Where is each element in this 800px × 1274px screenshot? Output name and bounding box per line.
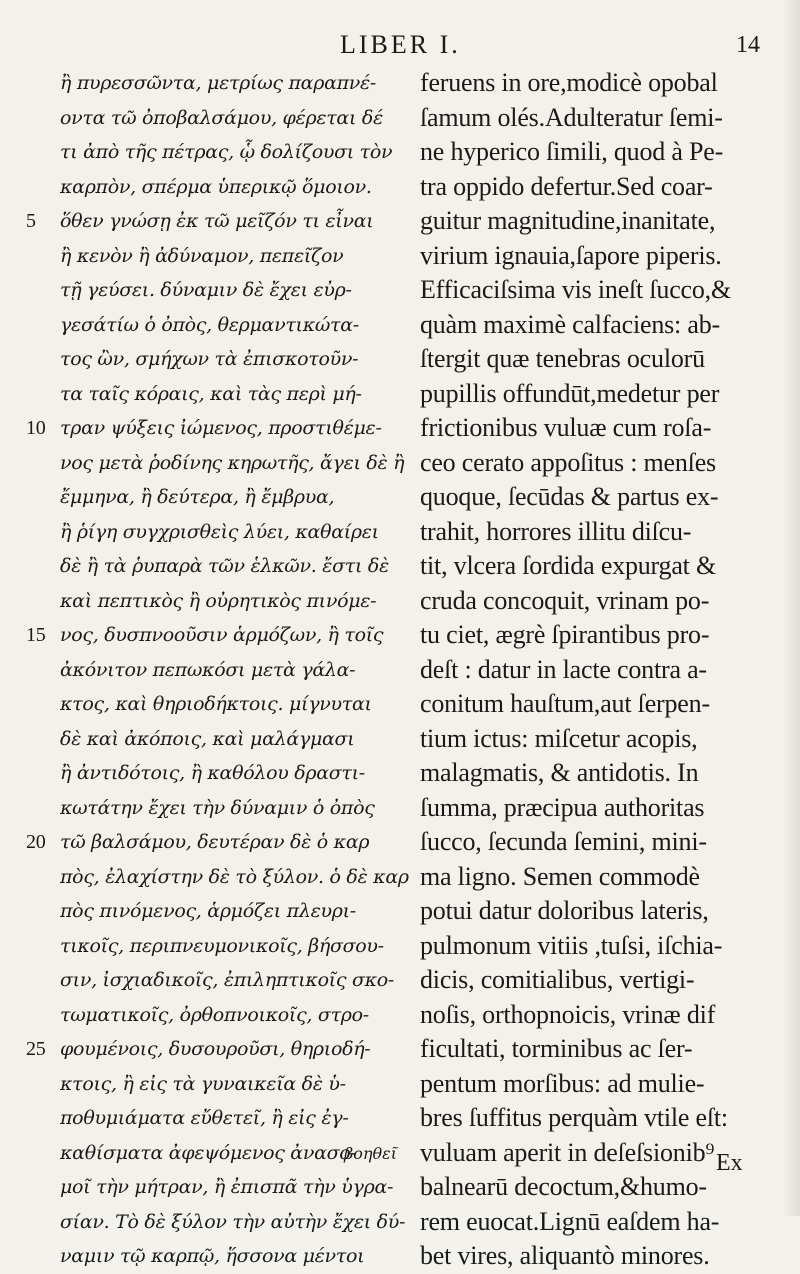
greek-line-text: σιν, ἰσχιαδικοῖς, ἐπιληπτικοῖς σκο- bbox=[60, 969, 395, 991]
greek-line-text: πὸς, ἐλαχίστην δὲ τὸ ξύλον. ὁ δὲ καρ bbox=[60, 865, 409, 888]
greek-line-text: τικοῖς, περιπνευμονικοῖς, βήσσου- bbox=[60, 934, 384, 957]
greek-text-line bbox=[60, 239, 410, 274]
greek-text-line bbox=[60, 515, 410, 550]
greek-text-line bbox=[60, 756, 410, 791]
latin-text-line: ſamum olés.Adulteratur ſemi- bbox=[420, 102, 723, 132]
greek-text-line bbox=[60, 342, 410, 377]
line-number: 15 bbox=[26, 624, 46, 646]
greek-text-line bbox=[60, 963, 410, 998]
greek-line-text: δὲ καὶ ἀκόποις, καὶ μαλάγμασι bbox=[60, 727, 355, 750]
greek-catchword: βοηθεῖ bbox=[344, 1144, 397, 1163]
greek-text-line bbox=[60, 273, 410, 308]
latin-text-line: deſt : datur in lacte contra a- bbox=[420, 654, 707, 684]
latin-text-line: noſis, orthopnoicis, vrinæ dif bbox=[420, 999, 716, 1029]
line-number: 10 bbox=[26, 417, 46, 439]
greek-text-line bbox=[60, 101, 410, 136]
greek-line-text: τραν ψύξεις ἰώμενος, προστιθέμε- bbox=[60, 417, 382, 439]
greek-line-text: κωτάτην ἔχει τὴν δύναμιν ὁ ὀπὸς bbox=[60, 796, 375, 819]
greek-text-line bbox=[60, 998, 410, 1033]
latin-text-line: ceo cerato appoſitus : menſes bbox=[420, 447, 716, 477]
greek-text-line bbox=[26, 411, 410, 446]
latin-text-line: bet vires, aliquantò minores. bbox=[420, 1241, 710, 1270]
page-header bbox=[0, 26, 800, 66]
greek-text-line bbox=[60, 791, 410, 826]
greek-line-text: καὶ πεπτικὸς ἢ οὐρητικὸς πινόμε- bbox=[60, 589, 377, 612]
greek-text-line bbox=[60, 722, 410, 757]
page-edge-shadow bbox=[782, 0, 800, 1216]
latin-text-line: conitum hauſtum,aut ſerpen- bbox=[420, 689, 710, 718]
greek-line-text: μοῖ τὴν μήτραν, ἢ ἐπισπᾶ τὴν ὑγρα- bbox=[60, 1176, 394, 1198]
greek-line-text: ὅθεν γνώσῃ ἐκ τῶ μεῖζόν τι εἶναι bbox=[60, 210, 374, 232]
greek-text-line bbox=[26, 825, 410, 860]
greek-text-line bbox=[60, 1239, 410, 1274]
latin-text-line: malagmatis, & antidotis. In bbox=[420, 758, 699, 787]
greek-line-text: φουμένοις, δυσουροῦσι, θηριοδή- bbox=[60, 1038, 371, 1060]
line-number: 25 bbox=[26, 1038, 46, 1060]
greek-line-text: ναμιν τῷ καρπῷ, ἥσσονα μέντοι bbox=[60, 1245, 365, 1267]
latin-text-line: tra oppido defertur.Sed coar- bbox=[420, 171, 713, 201]
greek-line-text: ἔμμηνα, ἢ δεύτερα, ἢ ἔμβρυα, bbox=[60, 486, 335, 508]
greek-text-line bbox=[60, 1067, 410, 1102]
latin-text-line: pulmonum vitiis ,tuſsi, iſchia- bbox=[420, 930, 723, 960]
greek-text-line bbox=[60, 653, 410, 688]
greek-line-text: σίαν. Τὸ δὲ ξύλον τὴν αὐτὴν ἔχει δύ- bbox=[60, 1210, 406, 1233]
greek-text-line bbox=[60, 480, 410, 515]
greek-text-line bbox=[60, 135, 410, 170]
greek-line-text: ποθυμιάματα εὔθετεῖ, ἢ εἰς ἐγ- bbox=[60, 1107, 349, 1129]
line-number: 20 bbox=[26, 831, 46, 853]
greek-line-text: νος μετὰ ῥοδίνης κηρωτῆς, ἄγει δὲ ἢ bbox=[60, 451, 405, 474]
greek-line-text: δὲ ἢ τὰ ῥυπαρὰ τῶν ἑλκῶν. ἔστι δὲ bbox=[60, 555, 389, 577]
greek-text-line bbox=[60, 1170, 410, 1205]
greek-text-line bbox=[60, 66, 410, 101]
latin-text-line: rem euocat.Lignū eaſdem ha- bbox=[420, 1206, 720, 1236]
latin-text-line: ma ligno. Semen commodè bbox=[420, 861, 700, 891]
latin-text-line: virium ignauia,ſapore piperis. bbox=[420, 240, 722, 270]
latin-text-line: balnearū decoctum,&humo- bbox=[420, 1172, 707, 1201]
greek-text-line bbox=[60, 894, 410, 929]
latin-text-line: trahit, horrores illitu diſcu- bbox=[420, 516, 692, 546]
greek-text-column bbox=[26, 66, 410, 1274]
greek-line-text: ἀκόνιτον πεπωκόσι μετὰ γάλα- bbox=[60, 658, 356, 681]
greek-text-line bbox=[60, 584, 410, 619]
latin-catchword: Ex bbox=[716, 1150, 743, 1176]
greek-line-text: νος, δυσπνοοῦσιν ἁρμόζων, ἢ τοῖς bbox=[60, 624, 384, 646]
greek-line-text: κτοις, ἢ εἰς τὰ γυναικεῖα δὲ ὑ- bbox=[60, 1072, 346, 1095]
latin-text-line: vuluam aperit in deſeſsionib⁹ bbox=[420, 1137, 715, 1167]
latin-text-line: ne hyperico ſimili, quod à Pe- bbox=[420, 137, 724, 166]
greek-line-text: κτος, καὶ θηριοδήκτοις. μίγνυται bbox=[60, 693, 372, 715]
greek-line-text: τι ἀπὸ τῆς πέτρας, ᾧ δολίζουσι τὸν bbox=[60, 141, 393, 163]
latin-text-line: tium ictus: miſcetur acopis, bbox=[420, 723, 698, 753]
greek-text-line bbox=[60, 1101, 410, 1136]
latin-text-line: frictionibus vuluæ cum roſa- bbox=[420, 413, 712, 442]
latin-text-line: cruda concoquit, vrinam po- bbox=[420, 585, 710, 615]
running-title: LIBER I. bbox=[340, 30, 461, 59]
greek-text-line bbox=[60, 1205, 410, 1240]
greek-line-text: τωματικοῖς, ὀρθοπνοικοῖς, στρο- bbox=[60, 1003, 369, 1026]
latin-text-column bbox=[420, 66, 780, 1274]
latin-text-line: ſumma, præcipua authoritas bbox=[420, 792, 705, 822]
greek-text-line bbox=[60, 687, 410, 722]
latin-text-line: quàm maximè calfaciens: ab- bbox=[420, 309, 720, 339]
greek-line-text: τῇ γεύσει. δύναμιν δὲ ἔχει εὐρ- bbox=[60, 279, 352, 301]
folio-number: 14 bbox=[736, 32, 760, 58]
greek-line-text: καθίσματα ἀφεψόμενος ἀνασο- bbox=[60, 1141, 357, 1164]
latin-text-line: dicis, comitialibus, vertigi- bbox=[420, 965, 695, 994]
latin-text-line: potui datur doloribus lateris, bbox=[420, 896, 709, 925]
latin-text-line: bres ſuffitus perquàm vtile eſt: bbox=[420, 1103, 728, 1132]
greek-text-line bbox=[60, 377, 410, 412]
latin-text-line: pentum morſibus: ad mulie- bbox=[420, 1068, 705, 1098]
greek-text-line bbox=[26, 618, 410, 653]
greek-text-line bbox=[60, 929, 410, 964]
greek-line-text: ἢ πυρεσσῶντα, μετρίως παραπνέ- bbox=[60, 72, 377, 94]
greek-line-text: οντα τῶ ὀποβαλσάμου, φέρεται δέ bbox=[60, 106, 383, 129]
latin-text-line: ſtergit quæ tenebras oculorū bbox=[420, 344, 705, 373]
greek-line-text: ἢ κενὸν ἢ ἀδύναμον, πεπεῖζον bbox=[60, 244, 344, 267]
greek-text-line bbox=[60, 446, 410, 481]
greek-line-text: καρπὸν, σπέρμα ὑπερικῷ ὅμοιον. bbox=[60, 175, 372, 198]
greek-line-text: γεσάτίω ὁ ὀπὸς, θερμαντικώτα- bbox=[60, 313, 359, 336]
greek-line-text: τα ταῖς κόραις, καὶ τὰς περὶ μή- bbox=[60, 382, 362, 405]
greek-text-line bbox=[60, 549, 410, 584]
latin-text-line: quoque, ſecūdas & partus ex- bbox=[420, 482, 719, 511]
latin-text-line: feruens in ore,modicè opobal bbox=[420, 68, 718, 97]
latin-text-line: Efficaciſsima vis ineſt ſucco,& bbox=[420, 275, 732, 304]
greek-line-text: τος ὢν, σμήχων τὰ ἐπισκοτοῦν- bbox=[60, 348, 359, 370]
latin-text-line: ſucco, ſecunda ſemini, mini- bbox=[420, 827, 707, 856]
greek-text-line bbox=[26, 1032, 410, 1067]
greek-text-line bbox=[60, 170, 410, 205]
greek-line-text: πὸς πινόμενος, ἁρμόζει πλευρι- bbox=[60, 900, 356, 922]
greek-text-line bbox=[60, 308, 410, 343]
latin-text-line: pupillis offundūt,medetur per bbox=[420, 378, 720, 408]
latin-text-line: tu ciet, ægrè ſpirantibus pro- bbox=[420, 620, 710, 649]
latin-text-line: ficultati, torminibus ac ſer- bbox=[420, 1034, 693, 1063]
greek-text-line bbox=[26, 204, 410, 239]
latin-text-line: tit, vlcera ſordida expurgat & bbox=[420, 551, 717, 580]
greek-line-text: ἢ ῥίγη συγχρισθεὶς λύει, καθαίρει bbox=[60, 520, 379, 543]
greek-line-text: τῶ βαλσάμου, δευτέραν δὲ ὁ καρ bbox=[60, 831, 370, 853]
line-number: 5 bbox=[26, 210, 36, 232]
greek-line-text: ἢ ἀντιδότοις, ἢ καθόλου δραστι- bbox=[60, 762, 365, 784]
greek-text-line bbox=[60, 860, 410, 895]
latin-text-line: guitur magnitudine,inanitate, bbox=[420, 206, 716, 235]
